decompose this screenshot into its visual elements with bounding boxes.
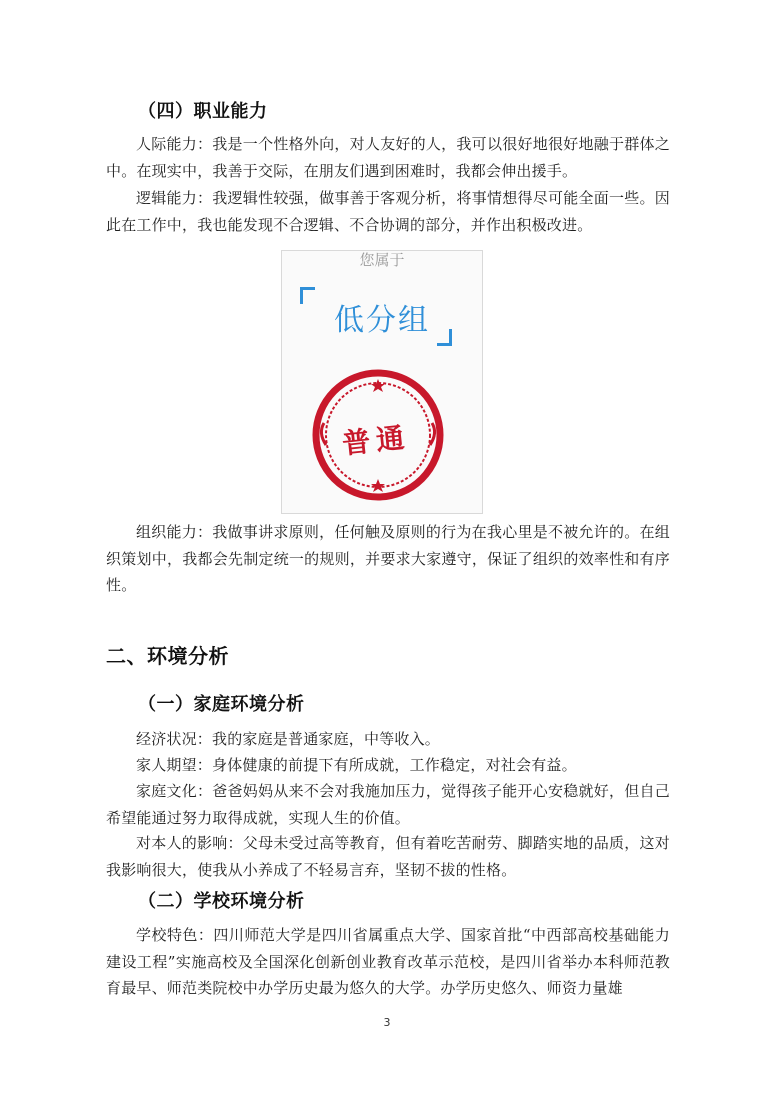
heading-family-environment: （一）家庭环境分析 [138,694,305,715]
paragraph-economy: 经济状况：我的家庭是普通家庭，中等收入。 [136,730,441,748]
figure-caption-top: 您属于 [359,251,405,269]
bracket-close-icon [437,329,452,346]
heading-environment-analysis: 二、环境分析 [106,644,229,668]
stamp-label: 普通 [340,420,412,461]
page-number: 3 [383,1016,391,1029]
paragraph-interpersonal: 人际能力：我是一个性格外向，对人友好的人，我可以很好地很好地融于群体之中。在现实中，我善于交际，在朋友们遇到困难时，我都会伸出援手。 [106,135,670,180]
group-label: 低分组 [334,303,430,338]
paragraph-school-features: 学校特色：四川师范大学是四川省属重点大学、国家首批“中西部高校基础能力建设工程”实施高校及全国深化创新创业教育改革示范校，是四川省举办本科师范教育最早、师范类院校中办学历史最为悠久的大学。办学历史悠久、师资力量雄 [106,926,670,997]
paragraph-organization: 组织能力：我做事讲求原则，任何触及原则的行为在我心里是不被允许的。在组织策划中，我都会先制定统一的规则，并要求大家遵守，保证了组织的效率性和有序性。 [106,523,670,594]
paragraph-expectation: 家人期望：身体健康的前提下有所成就，工作稳定，对社会有益。 [136,756,577,774]
heading-career-ability: （四）职业能力 [138,101,268,122]
heading-school-environment: （二）学校环境分析 [138,891,305,912]
paragraph-influence: 对本人的影响：父母未受过高等教育，但有着吃苦耐劳、脚踏实地的品质，这对我影响很大，使我从小养成了不轻易言弃，坚韧不拔的性格。 [106,834,670,879]
assessment-figure [281,250,483,514]
paragraph-logic: 逻辑能力：我逻辑性较强，做事善于客观分析，将事情想得尽可能全面一些。因此在工作中，我也能发现不合逻辑、不合协调的部分，并作出积极改进。 [106,189,670,234]
paragraph-culture: 家庭文化：爸爸妈妈从来不会对我施加压力，觉得孩子能开心安稳就好，但自己希望能通过努力取得成就，实现人生的价值。 [106,782,670,827]
